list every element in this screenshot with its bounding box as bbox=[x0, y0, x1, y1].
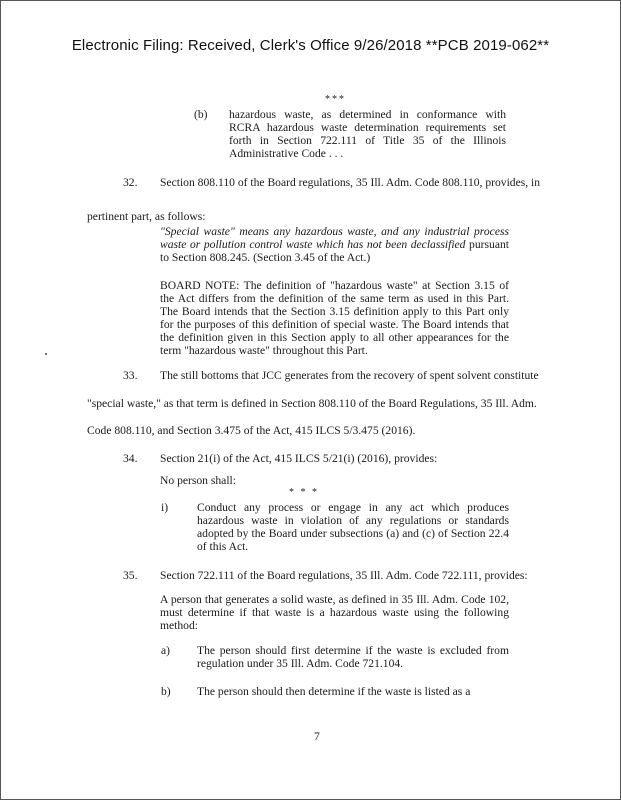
special-waste-definition-plain: pursuant to Section 808.245. (Section 3.45 of the Act.) bbox=[160, 238, 509, 264]
section-722-quote: A person that generates a solid waste, as defined in 35 Ill. Adm. Code 102, must determine if that waste is a hazardous waste using the following method: bbox=[160, 593, 509, 632]
para-33-line1: The still bottoms that JCC generates from the recovery of spent solvent constitute bbox=[160, 369, 539, 382]
page-number: 7 bbox=[314, 730, 320, 743]
special-waste-definition-italic: "Special waste" means any hazardous waste, and any industrial process waste or pollution control waste which has not been declassified bbox=[160, 225, 509, 251]
para-35-number: 35. bbox=[123, 569, 138, 582]
para-33-line3: Code 808.110, and Section 3.475 of the Act, 415 ILCS 5/3.475 (2016). bbox=[87, 424, 416, 437]
ellipsis-stars-mid: * * * bbox=[289, 487, 319, 498]
special-waste-quote bbox=[160, 225, 509, 264]
ellipsis-stars: *** bbox=[325, 94, 346, 105]
item-b2-label: b) bbox=[161, 685, 171, 698]
para-34-text: Section 21(i) of the Act, 415 ILCS 5/21(i) (2016), provides: bbox=[160, 452, 438, 465]
no-person-intro: No person shall: bbox=[160, 474, 236, 487]
item-b-text: hazardous waste, as determined in conformance with RCRA hazardous waste determination requirements set forth in Section 722.111 of Title 35 of the Illinois Administrative Code . . . bbox=[229, 108, 506, 160]
item-a-label: a) bbox=[161, 644, 171, 657]
para-33-line2: "special waste," as that term is defined in Section 808.110 of the Board Regulations, 35 Ill. Adm. bbox=[87, 397, 537, 410]
para-35-text: Section 722.111 of the Board regulations, 35 Ill. Adm. Code 722.111, provides: bbox=[160, 569, 528, 582]
item-a-text: The person should first determine if the waste is excluded from regulation under 35 Ill. Adm. Code 721.104. bbox=[197, 644, 509, 670]
item-b2-text: The person should then determine if the waste is listed as a bbox=[197, 685, 471, 698]
scan-speck bbox=[45, 353, 47, 355]
item-i-text: Conduct any process or engage in any act which produces hazardous waste in violation of any regulations or standards adopted by the Board under subsections (a) and (c) of Section 22.4 of this Act. bbox=[197, 501, 509, 553]
filing-header: Electronic Filing: Received, Clerk's Office 9/26/2018 **PCB 2019-062** bbox=[71, 37, 550, 54]
item-i-label: i) bbox=[161, 501, 169, 514]
para-32-number: 32. bbox=[123, 176, 138, 189]
para-32-line2: pertinent part, as follows: bbox=[87, 210, 206, 223]
para-34-number: 34. bbox=[123, 452, 138, 465]
board-note: BOARD NOTE: The definition of "hazardous waste" at Section 3.15 of the Act differs from the definition of the same term as used in this Part. The Board intends that the Section 3.15 definition apply to this Part only for the purposes of this definition of special waste. The Board intends that the definition given in this Section apply to all other appearances for the term "hazardous waste" throughout this Part. bbox=[160, 279, 509, 357]
item-b-label: (b) bbox=[194, 108, 208, 121]
para-33-number: 33. bbox=[123, 369, 138, 382]
para-32-line1: Section 808.110 of the Board regulations, 35 Ill. Adm. Code 808.110, provides, in bbox=[160, 176, 541, 189]
